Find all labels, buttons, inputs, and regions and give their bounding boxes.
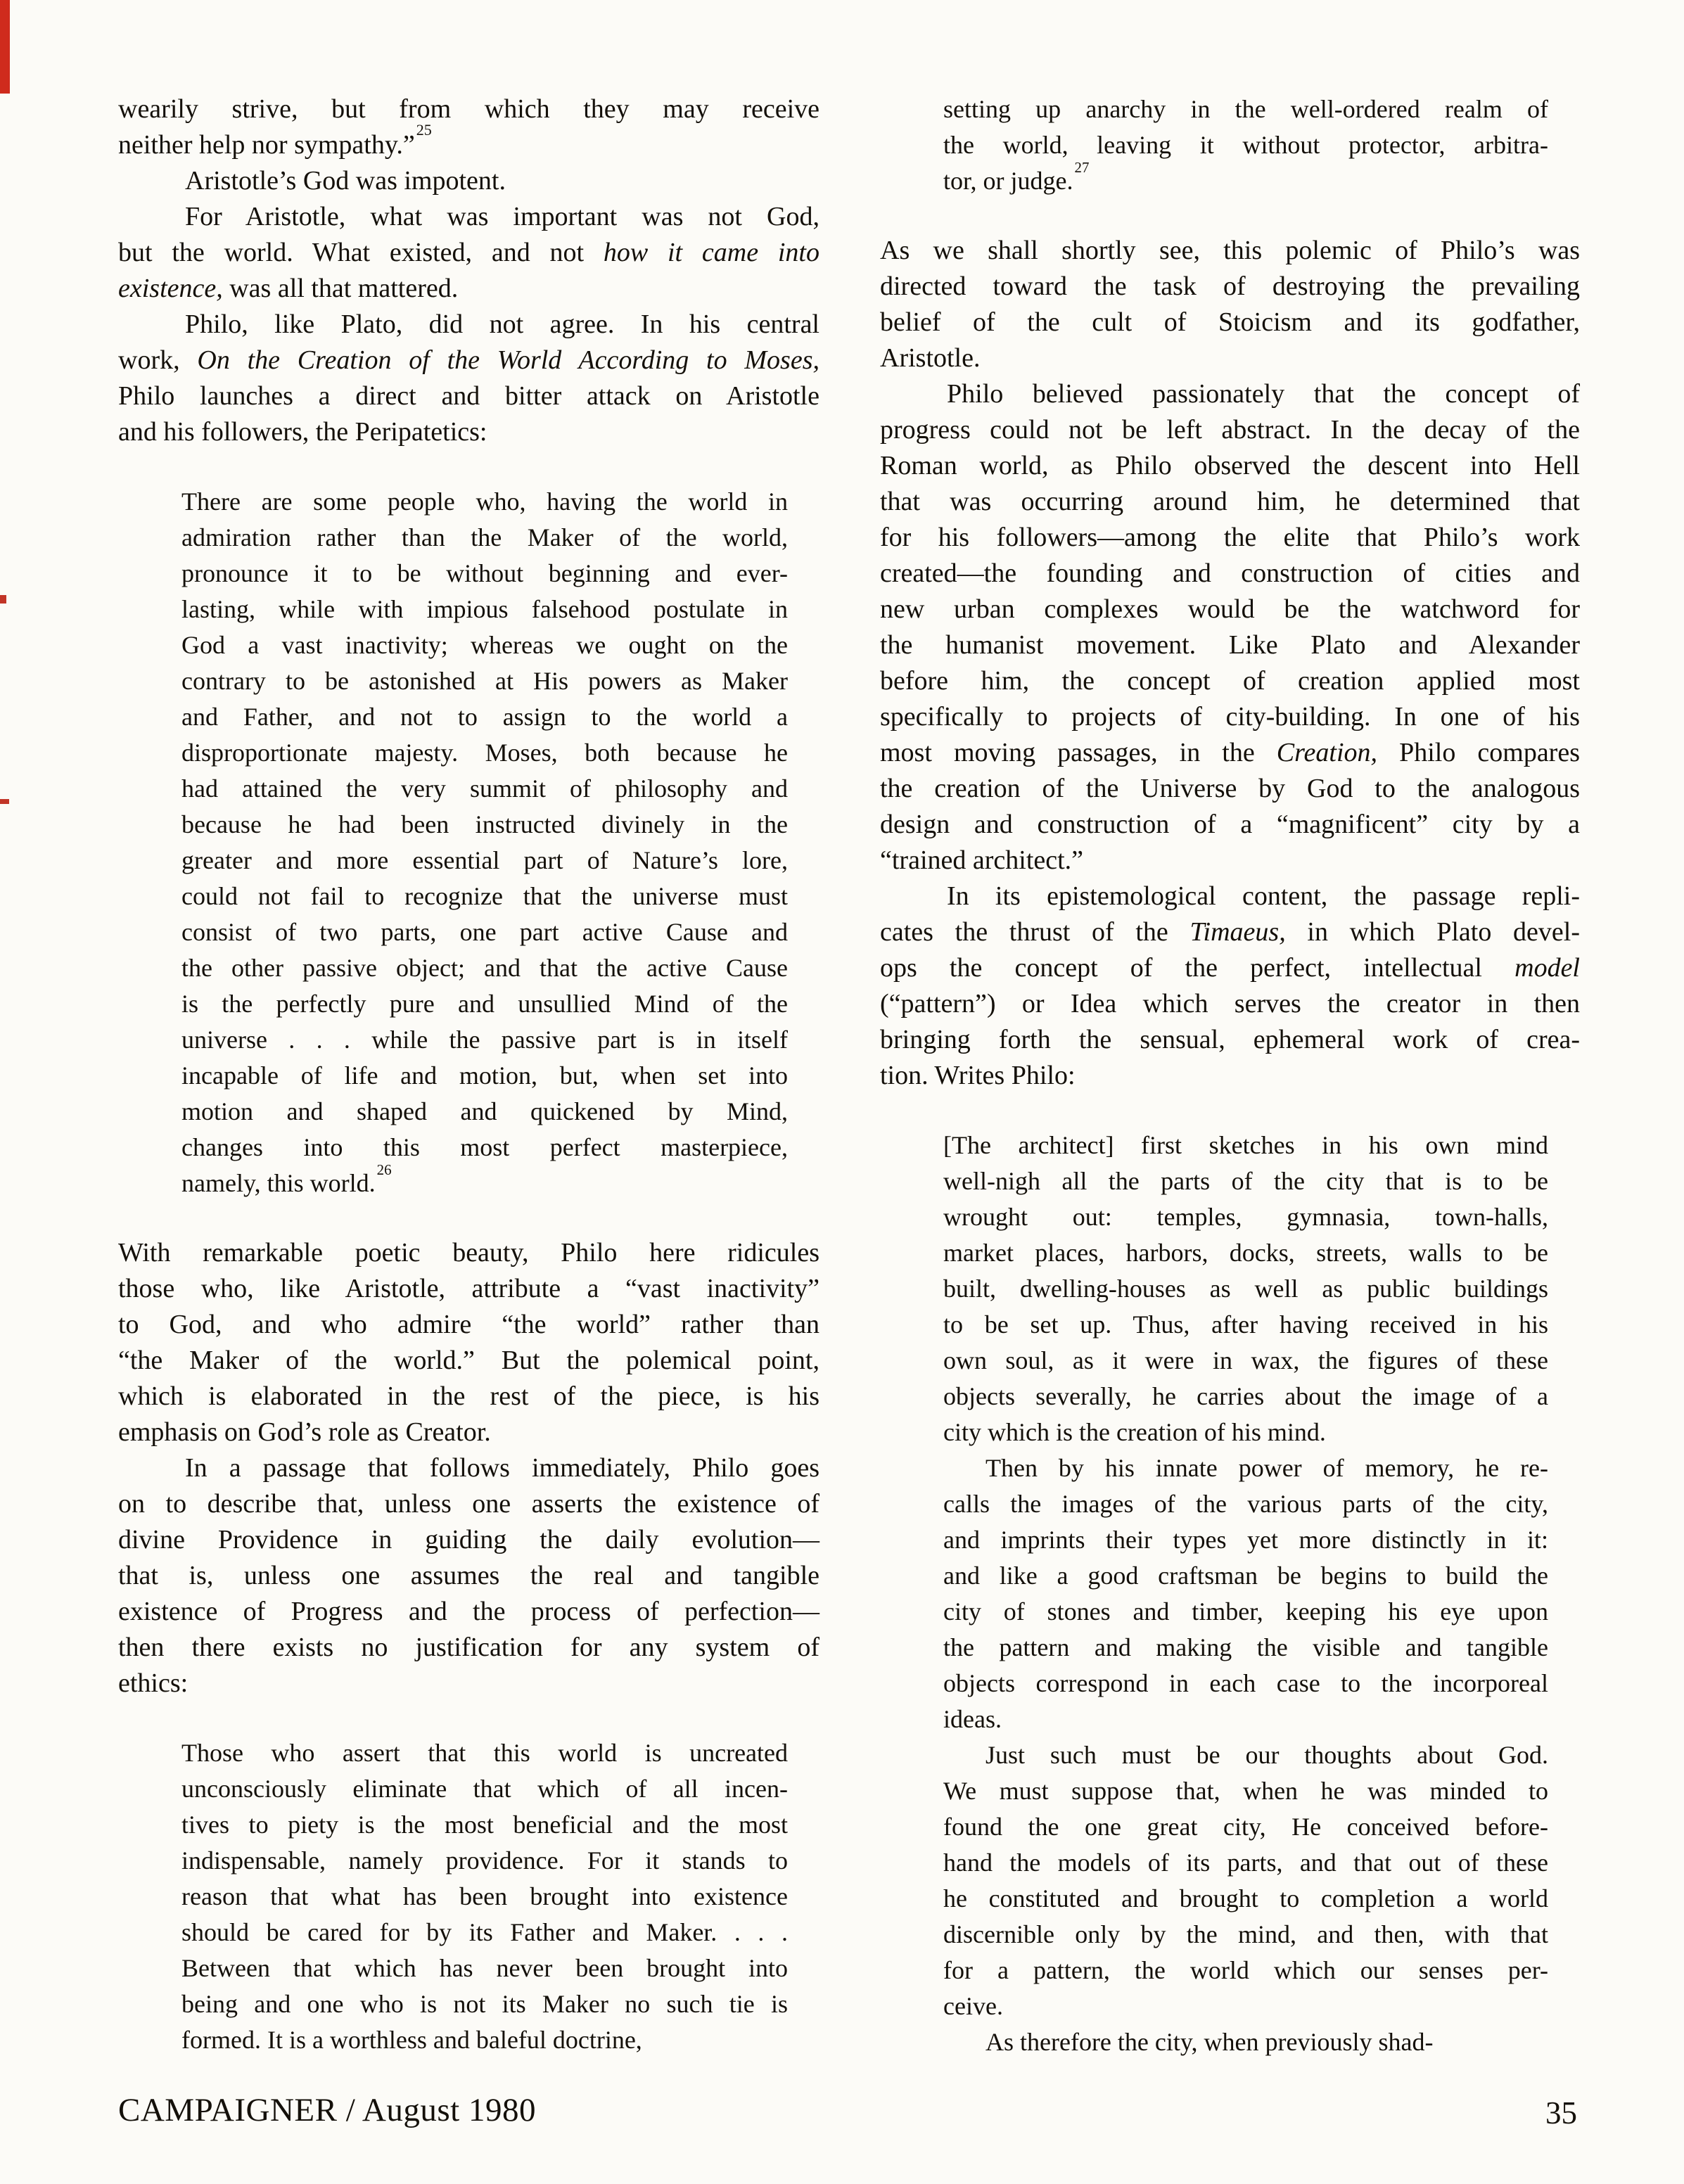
- text-line: ceive.: [943, 1992, 1003, 2020]
- text-line: those who, like Aristotle, attribute a “vast inactivity”: [118, 1274, 819, 1303]
- text-line: being and one who is not its Maker no such tie is: [181, 1990, 788, 2018]
- block-quote: [943, 91, 1548, 199]
- block-quote: [943, 1737, 1548, 2024]
- text-line: and imprints their types yet more distinctly in it:: [943, 1526, 1548, 1554]
- text-line: is the perfectly pure and unsullied Mind of the: [181, 990, 788, 1018]
- text-line: As we shall shortly see, this polemic of Philo’s was: [880, 236, 1580, 265]
- text-line: which is elaborated in the rest of the piece, is his: [118, 1381, 819, 1411]
- paragraph: [118, 1450, 819, 1701]
- text-line: tives to piety is the most beneficial and the most: [181, 1811, 788, 1839]
- text-line: As therefore the city, when previously shad-: [985, 2028, 1434, 2056]
- text-line: work, On the Creation of the World According to Moses,: [118, 345, 819, 375]
- text-line: In a passage that follows immediately, Philo goes: [185, 1453, 819, 1483]
- text-line: ideas.: [943, 1705, 1002, 1733]
- text-line: With remarkable poetic beauty, Philo here ridicules: [118, 1238, 819, 1267]
- text-line: existence, was all that mattered.: [118, 274, 459, 303]
- text-line: he constituted and brought to completion a world: [943, 1884, 1548, 1912]
- paragraph: [880, 879, 1580, 1094]
- block-quote: [181, 484, 788, 1201]
- text-line: market places, harbors, docks, streets, walls to be: [943, 1239, 1548, 1267]
- paragraph: [118, 1235, 819, 1450]
- text-line: contrary to be astonished at His powers as Maker: [181, 667, 788, 695]
- text-line: specifically to projects of city-building. In one of his: [880, 702, 1580, 732]
- red-edge-artifact: [0, 0, 10, 94]
- text-line: ethics:: [118, 1668, 189, 1698]
- paragraph: [118, 307, 819, 450]
- text-line: and his followers, the Peripatetics:: [118, 417, 487, 447]
- text-line: the humanist movement. Like Plato and Alexander: [880, 630, 1580, 660]
- text-line: neither help nor sympathy.”$^{25}$: [118, 121, 432, 160]
- text-line: [The architect] first sketches in his own mind: [943, 1131, 1548, 1159]
- text-line: belief of the cult of Stoicism and its godfather,: [880, 307, 1580, 337]
- text-line: divine Providence in guiding the daily evolution—: [118, 1525, 819, 1554]
- text-line: that is, unless one assumes the real and tangible: [118, 1561, 819, 1590]
- text-line: Those who assert that this world is uncreated: [181, 1739, 788, 1767]
- text-line: objects correspond in each case to the incorporeal: [943, 1669, 1548, 1697]
- paragraph: [880, 376, 1580, 879]
- text-line: Then by his innate power of memory, he re-: [985, 1454, 1548, 1482]
- text-line: that was occurring around him, he determined that: [880, 487, 1580, 516]
- text-line: progress could not be left abstract. In the decay of the: [880, 415, 1580, 445]
- text-line: emphasis on God’s role as Creator.: [118, 1417, 491, 1447]
- text-line: God a vast inactivity; whereas we ought on the: [181, 631, 788, 659]
- text-line: discernible only by the mind, and then, with that: [943, 1920, 1548, 1948]
- text-line: We must suppose that, when he was minded to: [943, 1777, 1548, 1805]
- text-line: most moving passages, in the Creation, Philo compares: [880, 738, 1580, 767]
- text-line: cates the thrust of the Timaeus, in which Plato devel-: [880, 917, 1581, 947]
- text-line: changes into this most perfect masterpiece,: [181, 1133, 788, 1161]
- text-line: new urban complexes would be the watchword for: [880, 594, 1580, 624]
- text-line: to be set up. Thus, after having received in his: [943, 1310, 1548, 1339]
- text-line: “the Maker of the world.” But the polemical point,: [118, 1346, 819, 1375]
- text-line: for his followers—among the elite that Philo’s work: [880, 523, 1580, 552]
- text-line: formed. It is a worthless and baleful doctrine,: [181, 2026, 642, 2054]
- text-line: objects severally, he carries about the image of a: [943, 1382, 1548, 1410]
- text-line: found the one great city, He conceived before-: [943, 1813, 1548, 1841]
- text-line: motion and shaped and quickened by Mind,: [181, 1097, 788, 1125]
- text-line: bringing forth the sensual, ephemeral work of crea-: [880, 1025, 1580, 1054]
- text-line: tion. Writes Philo:: [880, 1061, 1076, 1090]
- text-line: consist of two parts, one part active Cause and: [181, 918, 788, 946]
- text-line: then there exists no justification for any system of: [118, 1633, 819, 1662]
- text-line: There are some people who, having the world in: [181, 487, 788, 516]
- text-line: city of stones and timber, keeping his eye upon: [943, 1597, 1548, 1626]
- text-line: existence of Progress and the process of perfection—: [118, 1597, 819, 1626]
- text-line: reason that what has been brought into existence: [181, 1882, 788, 1910]
- paragraph: [880, 233, 1580, 376]
- text-line: wrought out: temples, gymnasia, town-halls,: [943, 1203, 1548, 1231]
- text-line: wearily strive, but from which they may receive: [118, 94, 819, 124]
- text-line: created—the founding and construction of cities and: [880, 558, 1580, 588]
- text-line: the world, leaving it without protector, arbitra-: [943, 131, 1548, 159]
- text-line: Philo believed passionately that the concept of: [947, 379, 1580, 409]
- text-line: before him, the concept of creation applied most: [880, 666, 1580, 696]
- footer-journal-title: CAMPAIGNER / August 1980: [118, 2092, 536, 2128]
- left-column: [118, 91, 819, 2058]
- text-line: (“pattern”) or Idea which serves the creator in then: [880, 989, 1580, 1018]
- text-line: the other passive object; and that the active Cause: [181, 954, 788, 982]
- red-edge-mark: [0, 799, 9, 804]
- text-line: incapable of life and motion, but, when set into: [181, 1061, 788, 1090]
- block-quote: [181, 1735, 788, 2058]
- text-line: the pattern and making the visible and tangible: [943, 1633, 1548, 1661]
- text-line: tor, or judge.$^{27}$: [943, 158, 1090, 195]
- block-quote: [943, 2024, 1548, 2060]
- text-line: greater and more essential part of Nature’s lore,: [181, 846, 788, 874]
- text-line: calls the images of the various parts of the city,: [943, 1490, 1548, 1518]
- text-line: In its epistemological content, the passage repli-: [947, 881, 1580, 911]
- text-line: but the world. What existed, and not how it came into: [118, 238, 819, 267]
- text-line: setting up anarchy in the well-ordered realm of: [943, 95, 1548, 123]
- text-line: the creation of the Universe by God to the analogous: [880, 774, 1580, 803]
- text-line: directed toward the task of destroying the prevailing: [880, 272, 1580, 301]
- text-line: had attained the very summit of philosophy and: [181, 774, 788, 803]
- text-line: lasting, while with impious falsehood postulate in: [181, 595, 788, 623]
- text-line: own soul, as it were in wax, the figures of these: [943, 1346, 1548, 1374]
- text-line: Philo, like Plato, did not agree. In his central: [185, 309, 819, 339]
- text-line: pronounce it to be without beginning and ever-: [181, 559, 788, 587]
- text-line: Aristotle’s God was impotent.: [185, 166, 506, 196]
- text-line: Roman world, as Philo observed the descent into Hell: [880, 451, 1580, 480]
- text-line: “trained architect.”: [880, 845, 1084, 875]
- text-line: namely, this world.$^{26}$: [181, 1161, 392, 1197]
- text-line: design and construction of a “magnificent” city by a: [880, 810, 1580, 839]
- text-line: and Father, and not to assign to the world a: [181, 703, 788, 731]
- text-line: for a pattern, the world which our senses per-: [943, 1956, 1548, 1984]
- text-line: admiration rather than the Maker of the world,: [181, 523, 788, 551]
- text-line: indispensable, namely providence. For it stands to: [181, 1846, 788, 1875]
- paragraph: [118, 91, 819, 163]
- block-quote: [943, 1450, 1548, 1737]
- text-line: to God, and who admire “the world” rather than: [118, 1310, 819, 1339]
- text-line: unconsciously eliminate that which of all incen-: [181, 1775, 788, 1803]
- block-quote: [943, 1128, 1548, 1450]
- text-line: Aristotle.: [880, 343, 981, 373]
- text-line: built, dwelling-houses as well as public buildings: [943, 1275, 1548, 1303]
- text-line: Between that which has never been brought into: [181, 1954, 788, 1982]
- footer-page-number: 35: [1545, 2095, 1577, 2131]
- text-line: because he had been instructed divinely in the: [181, 810, 788, 838]
- text-line: could not fail to recognize that the universe must: [181, 882, 788, 910]
- text-line: Just such must be our thoughts about God.: [985, 1741, 1548, 1769]
- paragraph: [118, 163, 819, 199]
- right-column: [880, 91, 1580, 2060]
- text-line: and like a good craftsman be begins to build the: [943, 1562, 1548, 1590]
- text-line: Philo launches a direct and bitter attack on Aristotle: [118, 381, 819, 411]
- text-line: city which is the creation of his mind.: [943, 1418, 1326, 1446]
- text-line: universe . . . while the passive part is in itself: [181, 1026, 788, 1054]
- text-line: For Aristotle, what was important was not God,: [185, 202, 819, 231]
- text-line: hand the models of its parts, and that out of these: [943, 1848, 1548, 1877]
- paragraph: [118, 199, 819, 307]
- text-line: ops the concept of the perfect, intellectual model: [880, 953, 1580, 983]
- text-line: well-nigh all the parts of the city that is to be: [943, 1167, 1548, 1195]
- text-line: should be cared for by its Father and Maker. . . .: [181, 1918, 788, 1946]
- text-line: on to describe that, unless one asserts the existence of: [118, 1489, 819, 1519]
- text-line: disproportionate majesty. Moses, both because he: [181, 739, 788, 767]
- red-edge-mark: [0, 595, 6, 604]
